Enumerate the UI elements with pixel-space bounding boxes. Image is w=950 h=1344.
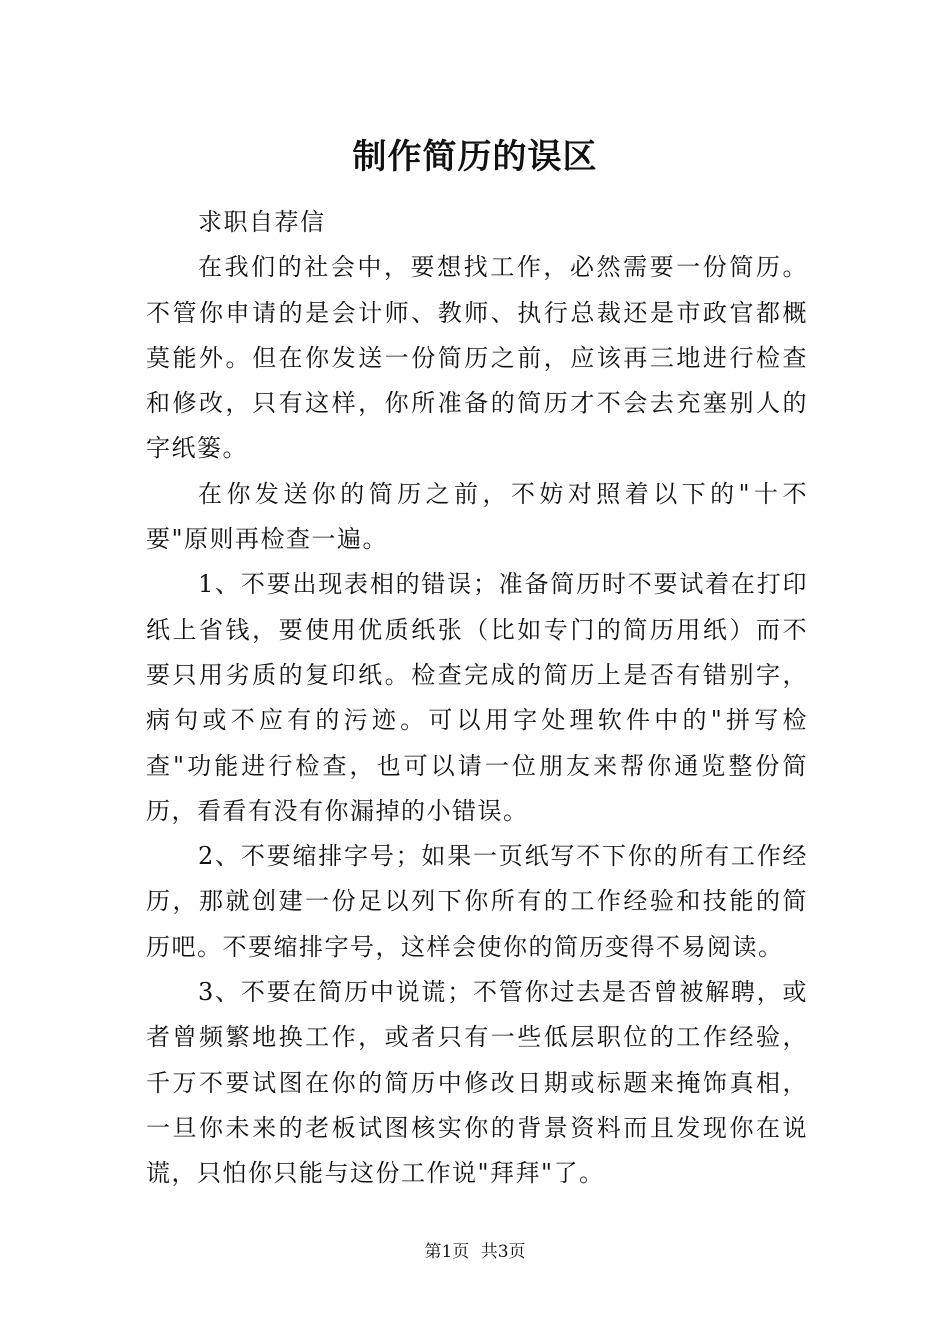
paragraph-rule-2: 2、不要缩排字号；如果一页纸写不下你的所有工作经历，那就创建一份足以列下你所有的工作经验和技能的简历吧。不要缩排字号，这样会使你的简历变得不易阅读。 — [146, 842, 808, 961]
paragraph-rule-1: 1、不要出现表相的错误；准备简历时不要试着在打印纸上省钱，要使用优质纸张（比如专门的简历用纸）而不要只用劣质的复印纸。检查完成的简历上是否有错别字，病句或不应有的污迹。可以用字处理软件中的"拼写检查"功能进行检查，也可以请一位朋友来帮你通览整份简历，看看有没有你漏掉的小错误。 — [146, 570, 808, 825]
paragraph-principles: 在你发送你的简历之前，不妨对照着以下的"十不要"原则再检查一遍。 — [146, 479, 808, 554]
paragraph-subtitle: 求职自荐信 — [198, 208, 326, 236]
paragraph-rule-3: 3、不要在简历中说谎；不管你过去是否曾被解聘，或者曾频繁地换工作，或者只有一些低层职位的工作经验，千万不要试图在你的简历中修改日期或标题来掩饰真相，一旦你未来的老板试图核实你的背景资料而且发现你在说谎，只怕你只能与这份工作说"拜拜"了。 — [146, 978, 808, 1188]
paragraph-intro: 在我们的社会中，要想找工作，必然需要一份简历。不管你申请的是会计师、教师、执行总裁还是市政官都概莫能外。但在你发送一份简历之前，应该再三地进行检查和修改，只有这样，你所准备的简历才不会去充塞别人的字纸篓。 — [146, 253, 808, 463]
page-footer: 第1页 共3页 — [424, 1242, 526, 1262]
document-title: 制作简历的误区 — [352, 137, 598, 177]
document-body — [146, 200, 808, 1197]
